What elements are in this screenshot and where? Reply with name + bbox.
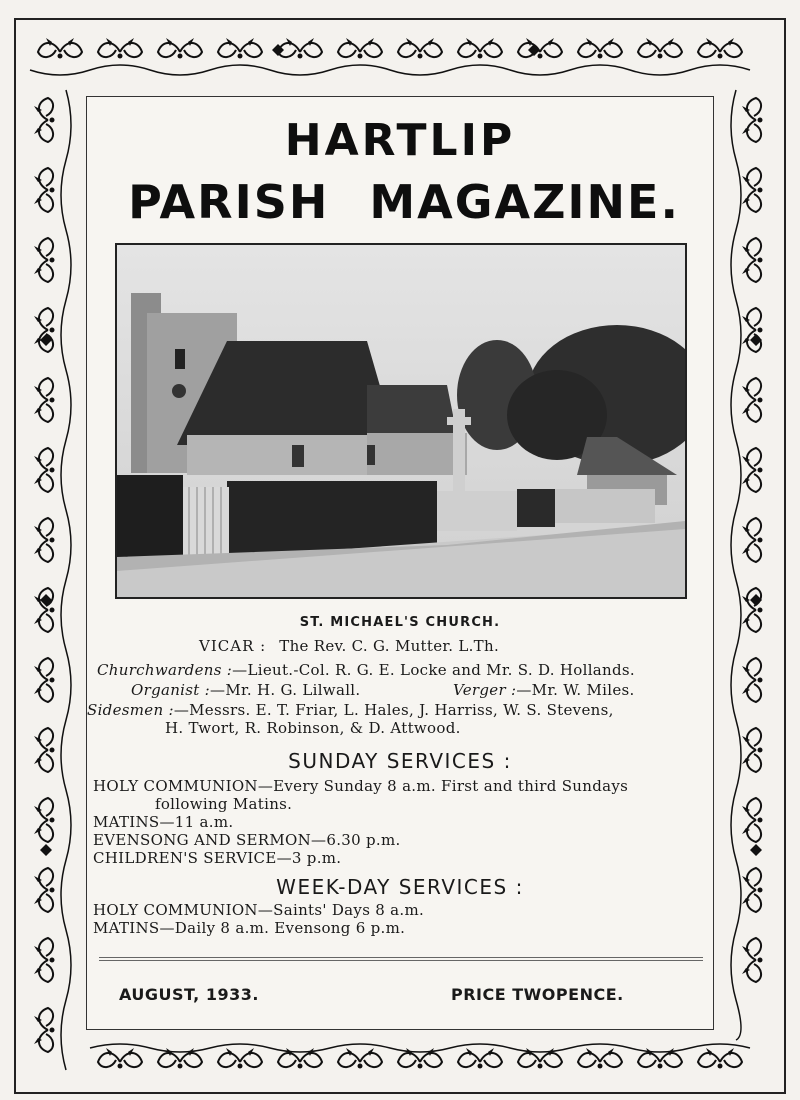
organist-label: Organist : xyxy=(131,681,211,699)
sunday-childrens-service: CHILDREN'S SERVICE—3 p.m. xyxy=(93,849,342,867)
church-scene-illustration xyxy=(117,245,685,597)
sunday-services-heading: SUNDAY SERVICES : xyxy=(288,749,512,773)
sunday-matins: MATINS—11 a.m. xyxy=(93,813,234,831)
weekday-holy-communion: HOLY COMMUNION—Saints' Days 8 a.m. xyxy=(93,901,425,919)
vicar-line xyxy=(199,637,499,655)
churchwardens-label: Churchwardens : xyxy=(97,661,233,679)
sunday-holy-communion: HOLY COMMUNION—Every Sunday 8 a.m. First and third Sundays xyxy=(93,777,629,795)
sidesmen-label: Sidesmen : xyxy=(87,701,174,719)
organist-name: —Mr. H. G. Lilwall. xyxy=(210,681,361,699)
footer-divider xyxy=(99,957,703,961)
weekday-services-heading: WEEK-DAY SERVICES : xyxy=(276,875,524,899)
sidesmen-names: —Messrs. E. T. Friar, L. Hales, J. Harriss, W. S. Stevens, xyxy=(173,701,614,719)
vicar-label: VICAR : xyxy=(199,637,267,655)
issue-date: AUGUST, 1933. xyxy=(119,985,259,1004)
verger-name: —Mr. W. Miles. xyxy=(516,681,635,699)
organist-line xyxy=(131,681,360,699)
churchwardens-names: —Lieut.-Col. R. G. E. Locke and Mr. S. D. Hollands. xyxy=(232,661,635,679)
content-panel xyxy=(86,96,714,1030)
church-photograph xyxy=(115,243,687,599)
sidesmen-names-continued: H. Twort, R. Robinson, & D. Attwood. xyxy=(165,719,461,737)
masthead-title-line2: PARISH MAGAZINE. xyxy=(128,175,680,229)
churchwardens-line xyxy=(97,661,635,679)
vicar-name: The Rev. C. G. Mutter. L.Th. xyxy=(279,637,500,655)
photo-caption: ST. MICHAEL'S CHURCH. xyxy=(299,615,501,630)
verger-label: Verger : xyxy=(453,681,517,699)
verger-line xyxy=(453,681,635,699)
sunday-holy-communion-continued: following Matins. xyxy=(155,795,293,813)
issue-price: PRICE TWOPENCE. xyxy=(451,985,624,1004)
weekday-matins: MATINS—Daily 8 a.m. Evensong 6 p.m. xyxy=(93,919,406,937)
sidesmen-line xyxy=(87,701,614,719)
masthead-title-line1: HARTLIP xyxy=(284,115,516,166)
sunday-evensong: EVENSONG AND SERMON—6.30 p.m. xyxy=(93,831,401,849)
